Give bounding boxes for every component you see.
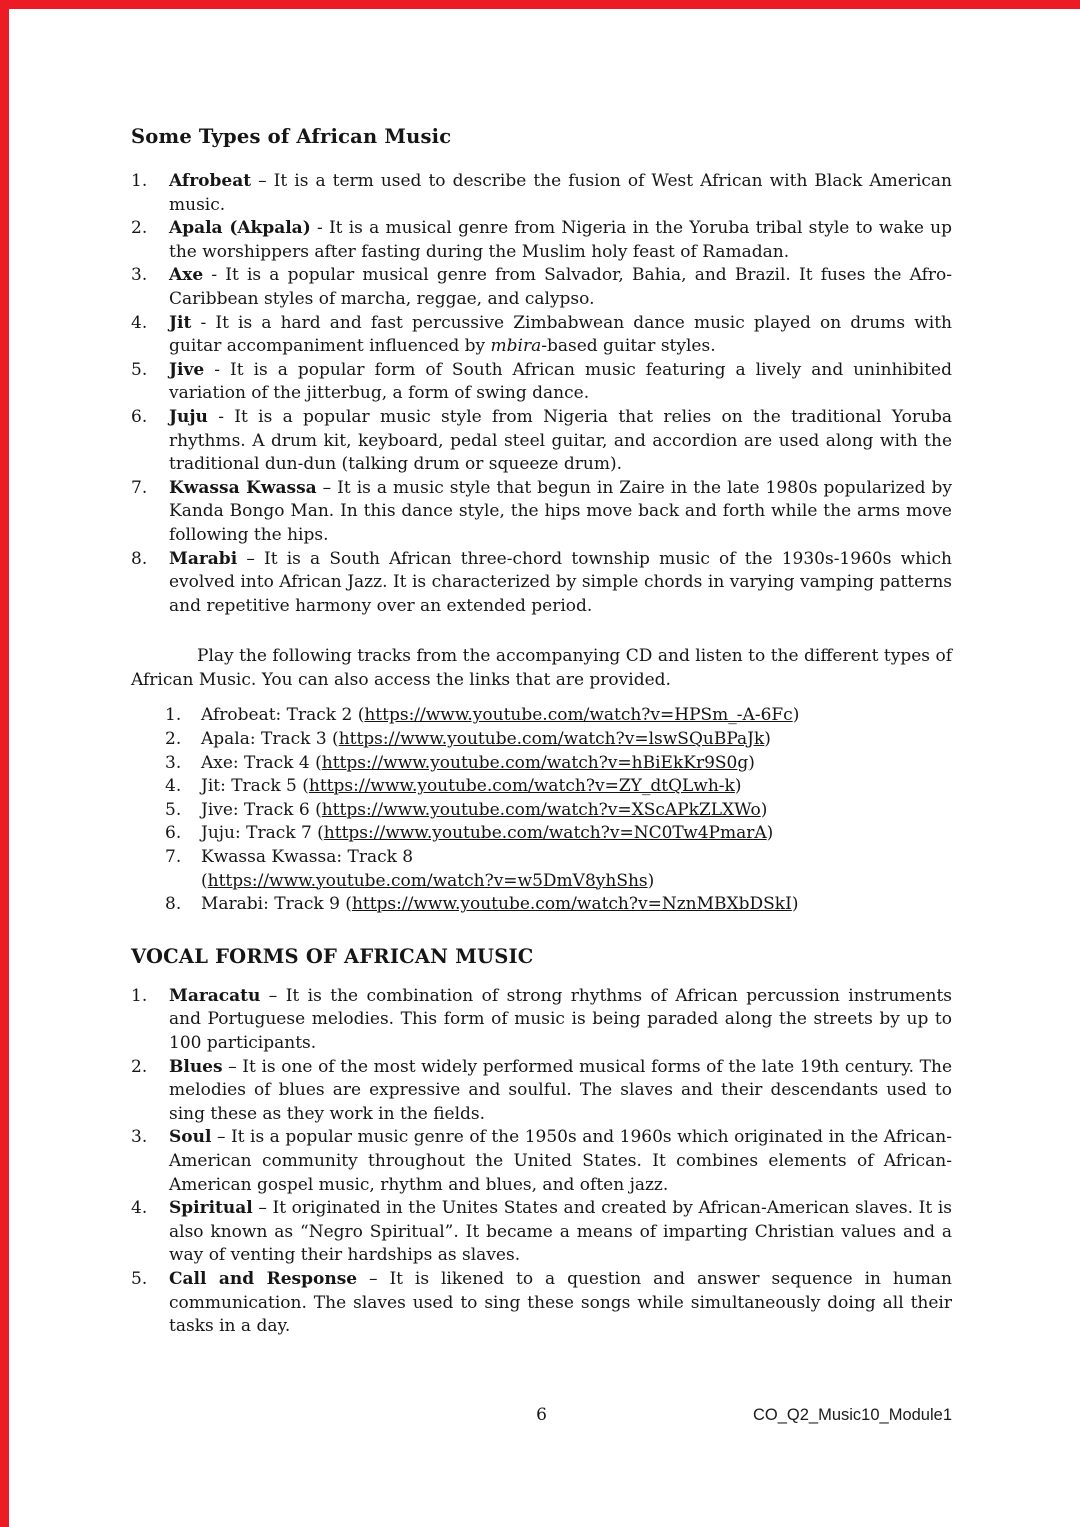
page-border-left bbox=[0, 0, 9, 1527]
vocal-forms-list bbox=[131, 985, 952, 1339]
list-item bbox=[131, 217, 952, 264]
list-number: 4. bbox=[131, 1198, 148, 1219]
list-item bbox=[131, 985, 952, 1056]
youtube-link[interactable]: https://www.youtube.com/watch?v=NznMBXbDSkI bbox=[351, 894, 792, 915]
text-run: Jit bbox=[169, 312, 192, 333]
youtube-link[interactable]: https://www.youtube.com/watch?v=NC0Tw4PmarA bbox=[323, 823, 767, 844]
list-item bbox=[165, 846, 952, 893]
list-text bbox=[201, 846, 952, 893]
list-number: 4. bbox=[131, 312, 148, 333]
list-number: 2. bbox=[131, 1056, 148, 1077]
list-item bbox=[165, 822, 952, 846]
list-text bbox=[201, 728, 952, 752]
list-item bbox=[165, 799, 952, 823]
list-number: 1. bbox=[131, 985, 148, 1006]
text-run: Marabi bbox=[169, 548, 238, 569]
text-run: - It is a popular form of South African music featuring a lively and uninhibited variation of the jitterbug, a form of swing dance. bbox=[169, 359, 952, 404]
text-run: Apala: Track 3 ( bbox=[201, 729, 339, 750]
text-run: Kwassa Kwassa: Track 8 bbox=[201, 847, 414, 868]
text-run: Soul bbox=[169, 1127, 212, 1148]
document-code: CO_Q2_Music10_Module1 bbox=[752, 1406, 952, 1424]
youtube-link[interactable]: https://www.youtube.com/watch?v=lswSQuBPaJk bbox=[338, 729, 765, 750]
text-run: - It is a hard and fast percussive Zimbabwean dance music played on drums with guitar accompaniment influenced by bbox=[169, 312, 952, 357]
list-item bbox=[131, 312, 952, 359]
list-text bbox=[169, 1126, 952, 1197]
text-run: - It is a popular musical genre from Salvador, Bahia, and Brazil. It fuses the Afro-Caribbean styles of marcha, reggae, and calypso. bbox=[169, 265, 952, 309]
text-run: ) bbox=[734, 776, 742, 797]
text-run: Blues bbox=[169, 1056, 223, 1077]
list-number: 5. bbox=[131, 1268, 148, 1289]
list-item bbox=[131, 1197, 952, 1268]
list-number: 3. bbox=[131, 265, 148, 286]
page-footer bbox=[131, 1405, 952, 1431]
list-text bbox=[169, 217, 952, 264]
text-run: – It is a music style that begun in Zaire in the late 1980s popularized by Kanda Bongo Man. In this dance style, the hips move back and forth while the arms move following the hips. bbox=[169, 477, 952, 545]
youtube-link[interactable]: https://www.youtube.com/watch?v=HPSm_-A-6Fc bbox=[364, 705, 793, 726]
list-item bbox=[131, 264, 952, 311]
list-text bbox=[169, 359, 952, 406]
list-number: 6. bbox=[131, 406, 148, 427]
text-run: ) bbox=[766, 823, 774, 844]
list-number: 8. bbox=[165, 894, 182, 915]
text-run: – It is a South African three-chord township music of the 1930s-1960s which evolved into African Jazz. It is characterized by simple chords in varying vamping patterns and repetitive harmony over an extended period. bbox=[169, 548, 952, 616]
list-text bbox=[169, 985, 952, 1056]
page-border-top bbox=[0, 0, 1080, 9]
list-text bbox=[169, 170, 952, 217]
text-run: – It is a term used to describe the fusion of West African with Black American music. bbox=[169, 171, 952, 215]
list-text bbox=[169, 1268, 952, 1339]
section-heading-types: Some Types of African Music bbox=[131, 125, 452, 148]
text-run: Axe: Track 4 ( bbox=[201, 752, 322, 773]
text-run: -based guitar styles. bbox=[541, 336, 716, 357]
list-number: 2. bbox=[131, 218, 148, 239]
list-item bbox=[131, 359, 952, 406]
text-run: Afrobeat bbox=[169, 171, 252, 191]
text-run: mbira bbox=[490, 336, 542, 357]
youtube-link[interactable]: https://www.youtube.com/watch?v=w5DmV8yhShs bbox=[207, 870, 648, 891]
list-item bbox=[131, 477, 952, 548]
text-run: ) bbox=[764, 729, 771, 750]
text-run: – It is one of the most widely performed musical forms of the late 19th century. The melodies of blues are expressive and soulful. The slaves and their descendants used to sing these as they work in the fields. bbox=[169, 1056, 952, 1124]
text-run: Marabi: Track 9 ( bbox=[201, 894, 352, 915]
list-item bbox=[165, 704, 952, 728]
list-item bbox=[131, 406, 952, 477]
list-item bbox=[165, 893, 952, 917]
list-item bbox=[131, 1056, 952, 1127]
list-text bbox=[201, 775, 952, 799]
text-run: Juju bbox=[169, 406, 208, 427]
list-item bbox=[131, 548, 952, 619]
text-run: Spiritual bbox=[169, 1198, 253, 1219]
list-text bbox=[201, 822, 952, 846]
text-run: Call and Response bbox=[169, 1268, 358, 1289]
list-number: 3. bbox=[131, 1127, 148, 1148]
text-run: ) bbox=[748, 752, 755, 773]
types-list bbox=[131, 170, 952, 618]
list-number: 7. bbox=[131, 477, 148, 498]
tracks-list bbox=[165, 704, 952, 916]
text-run: ) bbox=[647, 870, 655, 891]
list-text bbox=[201, 799, 952, 823]
list-number: 7. bbox=[165, 847, 182, 868]
list-text bbox=[169, 312, 952, 359]
list-item bbox=[131, 1268, 952, 1339]
list-number: 6. bbox=[165, 823, 182, 844]
text-run: Kwassa Kwassa bbox=[169, 477, 317, 498]
list-text bbox=[169, 1197, 952, 1268]
list-text bbox=[169, 264, 952, 311]
list-number: 8. bbox=[131, 548, 148, 569]
text-run: – It is a popular music genre of the 1950s and 1960s which originated in the African-American community throughout the United States. It combines elements of African-American gospel music, rhythm and blues, and often jazz. bbox=[169, 1127, 952, 1195]
list-item bbox=[165, 775, 952, 799]
text-run: - It is a musical genre from Nigeria in the Yoruba tribal style to wake up the worshippers after fasting during the Muslim holy feast of Ramadan. bbox=[169, 218, 952, 262]
youtube-link[interactable]: https://www.youtube.com/watch?v=XScAPkZLXWo bbox=[321, 799, 761, 820]
list-text bbox=[201, 704, 952, 728]
list-item bbox=[165, 752, 952, 776]
list-text bbox=[169, 406, 952, 477]
text-run: Afrobeat: Track 2 ( bbox=[201, 705, 365, 726]
list-number: 5. bbox=[131, 359, 148, 380]
text-run: Juju: Track 7 ( bbox=[201, 823, 324, 844]
list-number: 1. bbox=[165, 705, 182, 726]
text-run: Axe bbox=[169, 265, 204, 286]
text-run: ( bbox=[201, 870, 208, 891]
list-number: 1. bbox=[131, 171, 148, 191]
list-text bbox=[169, 548, 952, 619]
list-item bbox=[131, 1126, 952, 1197]
list-text bbox=[201, 752, 952, 776]
tracks-intro-paragraph: Play the following tracks from the accompanying CD and listen to the different types of African Music. You can also access the links that are provided. bbox=[131, 646, 952, 690]
list-number: 2. bbox=[165, 729, 182, 750]
list-number: 4. bbox=[165, 776, 182, 797]
page-content bbox=[131, 124, 952, 1339]
text-run: - It is a popular music style from Nigeria that relies on the traditional Yoruba rhythms. A drum kit, keyboard, pedal steel guitar, and accordion are used along with the traditional dun-dun (talking drum or squeeze drum). bbox=[169, 406, 952, 475]
text-run: – It originated in the Unites States and created by African-American slaves. It is also known as “Negro Spiritual”. It became a means of imparting Christian values and a way of venting their hardships as slaves. bbox=[169, 1198, 952, 1266]
text-run: ) bbox=[791, 894, 799, 915]
list-number: 5. bbox=[165, 799, 182, 820]
text-run: – It is likened to a question and answer sequence in human communication. The slaves used to sing these songs while simultaneously doing all their tasks in a day. bbox=[169, 1268, 952, 1337]
text-run: Jit: Track 5 ( bbox=[201, 776, 309, 797]
youtube-link[interactable]: https://www.youtube.com/watch?v=hBiEkKr9S0g bbox=[321, 752, 749, 773]
list-item bbox=[165, 728, 952, 752]
section-heading-vocal: VOCAL FORMS OF AFRICAN MUSIC bbox=[131, 944, 534, 968]
text-run: ) bbox=[792, 705, 800, 726]
text-run: – It is the combination of strong rhythms of African percussion instruments and Portuguese melodies. This form of music is being paraded along the streets by up to 100 participants. bbox=[169, 985, 952, 1053]
text-run: Jive: Track 6 ( bbox=[201, 799, 322, 820]
text-run: Jive bbox=[169, 359, 205, 380]
text-run: Apala (Akpala) bbox=[169, 218, 311, 239]
list-text bbox=[201, 893, 952, 917]
list-number: 3. bbox=[165, 752, 182, 773]
list-item bbox=[131, 170, 952, 217]
page-number: 6 bbox=[536, 1405, 547, 1425]
list-text bbox=[169, 1056, 952, 1127]
youtube-link[interactable]: https://www.youtube.com/watch?v=ZY_dtQLwh-k bbox=[308, 776, 735, 797]
text-run: ) bbox=[760, 799, 768, 820]
text-run: Maracatu bbox=[169, 985, 261, 1006]
list-text bbox=[169, 477, 952, 548]
